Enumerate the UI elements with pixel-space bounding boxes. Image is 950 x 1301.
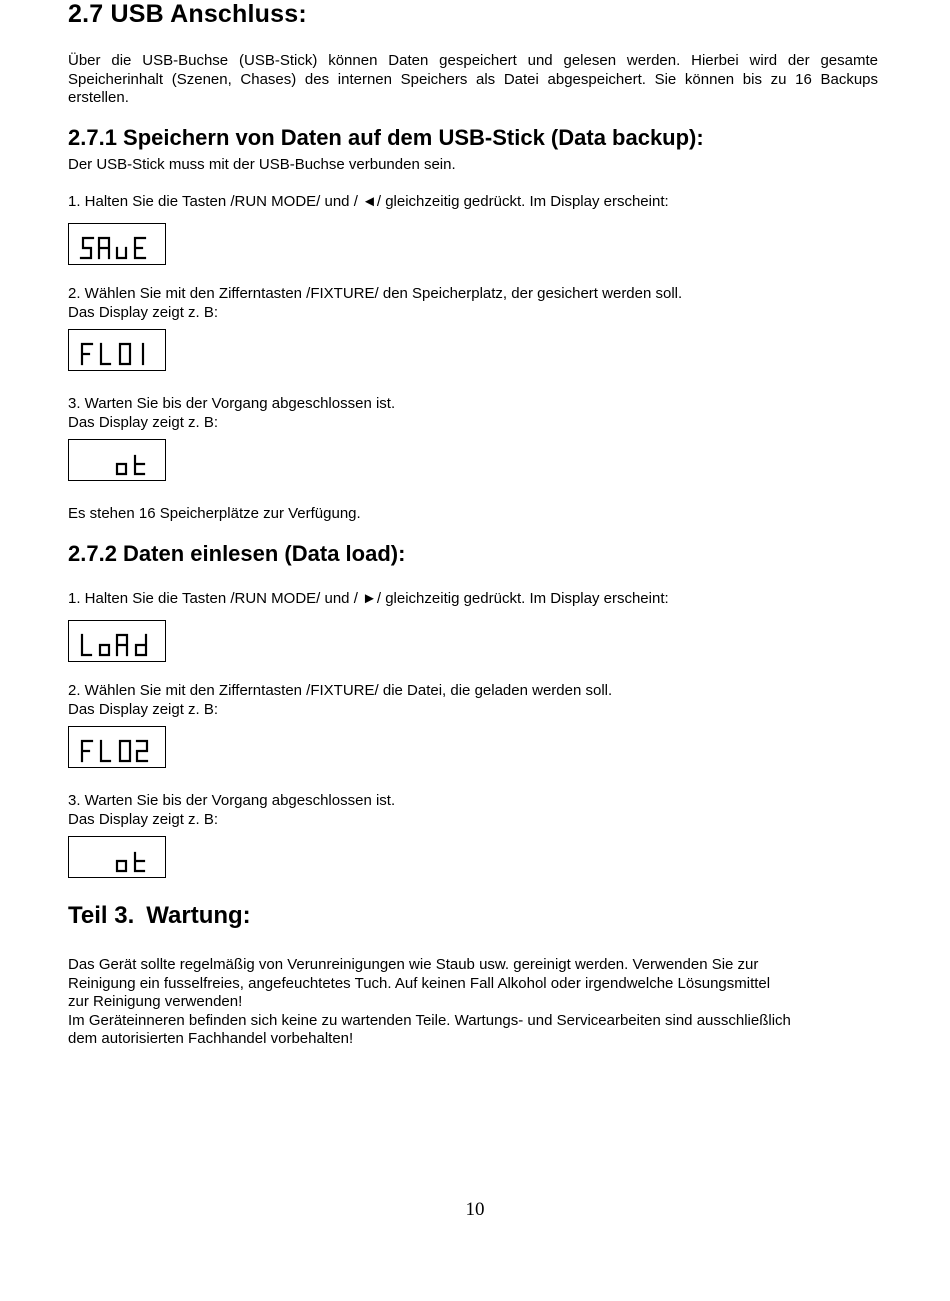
lcd-display-ok — [68, 439, 166, 481]
load-step-1: 1. Halten Sie die Tasten /RUN MODE/ und / ►/ gleichzeitig gedrückt. Im Display erscheint: — [68, 590, 669, 607]
save-slots-note: Es stehen 16 Speicherplätze zur Verfügung. — [68, 505, 361, 522]
lcd-display-save — [68, 223, 166, 265]
lcd-digits — [69, 837, 165, 877]
save-prerequisite: Der USB-Stick muss mit der USB-Buchse verbunden sein. — [68, 156, 456, 173]
lcd-digits — [69, 727, 165, 767]
load-step-3-note: Das Display zeigt z. B: — [68, 810, 219, 828]
subheading-load: 2.7.2 Daten einlesen (Data load): — [68, 541, 406, 566]
subheading-save: 2.7.1 Speichern von Daten auf dem USB-Stick (Data backup): — [68, 125, 704, 150]
part-number: Teil 3. — [68, 902, 135, 929]
load-step-3 — [68, 792, 395, 829]
save-step-3-text: 3. Warten Sie bis der Vorgang abgeschlossen ist. — [68, 395, 396, 412]
maintenance-line-1: Das Gerät sollte regelmäßig von Verunreinigungen wie Staub usw. gereinigt werden. Verwenden Sie zur — [68, 956, 759, 973]
intro-paragraph — [68, 52, 878, 108]
page-number: 10 — [465, 1199, 485, 1220]
intro-line-1: Über die USB-Buchse (USB-Stick) können Daten gespeichert und gelesen werden. Hierbei wird der gesamte — [68, 52, 878, 69]
load-step-2-text: 2. Wählen Sie mit den Zifferntasten /FIXTURE/ die Datei, die geladen werden soll. — [68, 682, 613, 699]
section-heading-usb: 2.7 USB Anschluss: — [68, 0, 307, 28]
load-step-2 — [68, 682, 612, 719]
maintenance-line-4: Im Geräteinneren befinden sich keine zu wartenden Teile. Wartungs- und Servicearbeiten sind ausschließlich — [68, 1011, 791, 1029]
maintenance-line-3: zur Reinigung verwenden! — [68, 993, 243, 1010]
maintenance-line-2: Reinigung ein fusselfreies, angefeuchtetes Tuch. Auf keinen Fall Alkohol oder irgendwelche Lösungsmittel — [68, 974, 771, 992]
part-heading-maintenance — [68, 902, 251, 930]
lcd-digits — [69, 621, 165, 661]
lcd-digits — [69, 440, 165, 480]
lcd-digits — [69, 224, 165, 264]
maintenance-line-5: dem autorisierten Fachhandel vorbehalten! — [68, 1030, 354, 1047]
load-step-2-note: Das Display zeigt z. B: — [68, 700, 219, 718]
save-step-2-note: Das Display zeigt z. B: — [68, 303, 219, 321]
save-step-3-note: Das Display zeigt z. B: — [68, 413, 219, 431]
save-step-1: 1. Halten Sie die Tasten /RUN MODE/ und / ◄/ gleichzeitig gedrückt. Im Display erscheint: — [68, 193, 669, 210]
intro-line-3: erstellen. — [68, 89, 129, 106]
load-step-3-text: 3. Warten Sie bis der Vorgang abgeschlossen ist. — [68, 792, 396, 809]
lcd-display-fl02 — [68, 726, 166, 768]
save-step-2 — [68, 285, 682, 322]
part-title: Wartung: — [146, 902, 251, 929]
intro-line-2: Speicherinhalt (Szenen, Chases) des internen Speichers als Datei abgespeichert. Sie können bis zu 16 Backups — [68, 70, 878, 88]
maintenance-paragraph — [68, 956, 791, 1049]
save-step-2-text: 2. Wählen Sie mit den Zifferntasten /FIXTURE/ den Speicherplatz, der gesichert werden soll. — [68, 285, 683, 302]
lcd-display-fl01 — [68, 329, 166, 371]
lcd-display-load — [68, 620, 166, 662]
lcd-display-ok-2 — [68, 836, 166, 878]
lcd-digits — [69, 330, 165, 370]
save-step-3 — [68, 395, 395, 432]
